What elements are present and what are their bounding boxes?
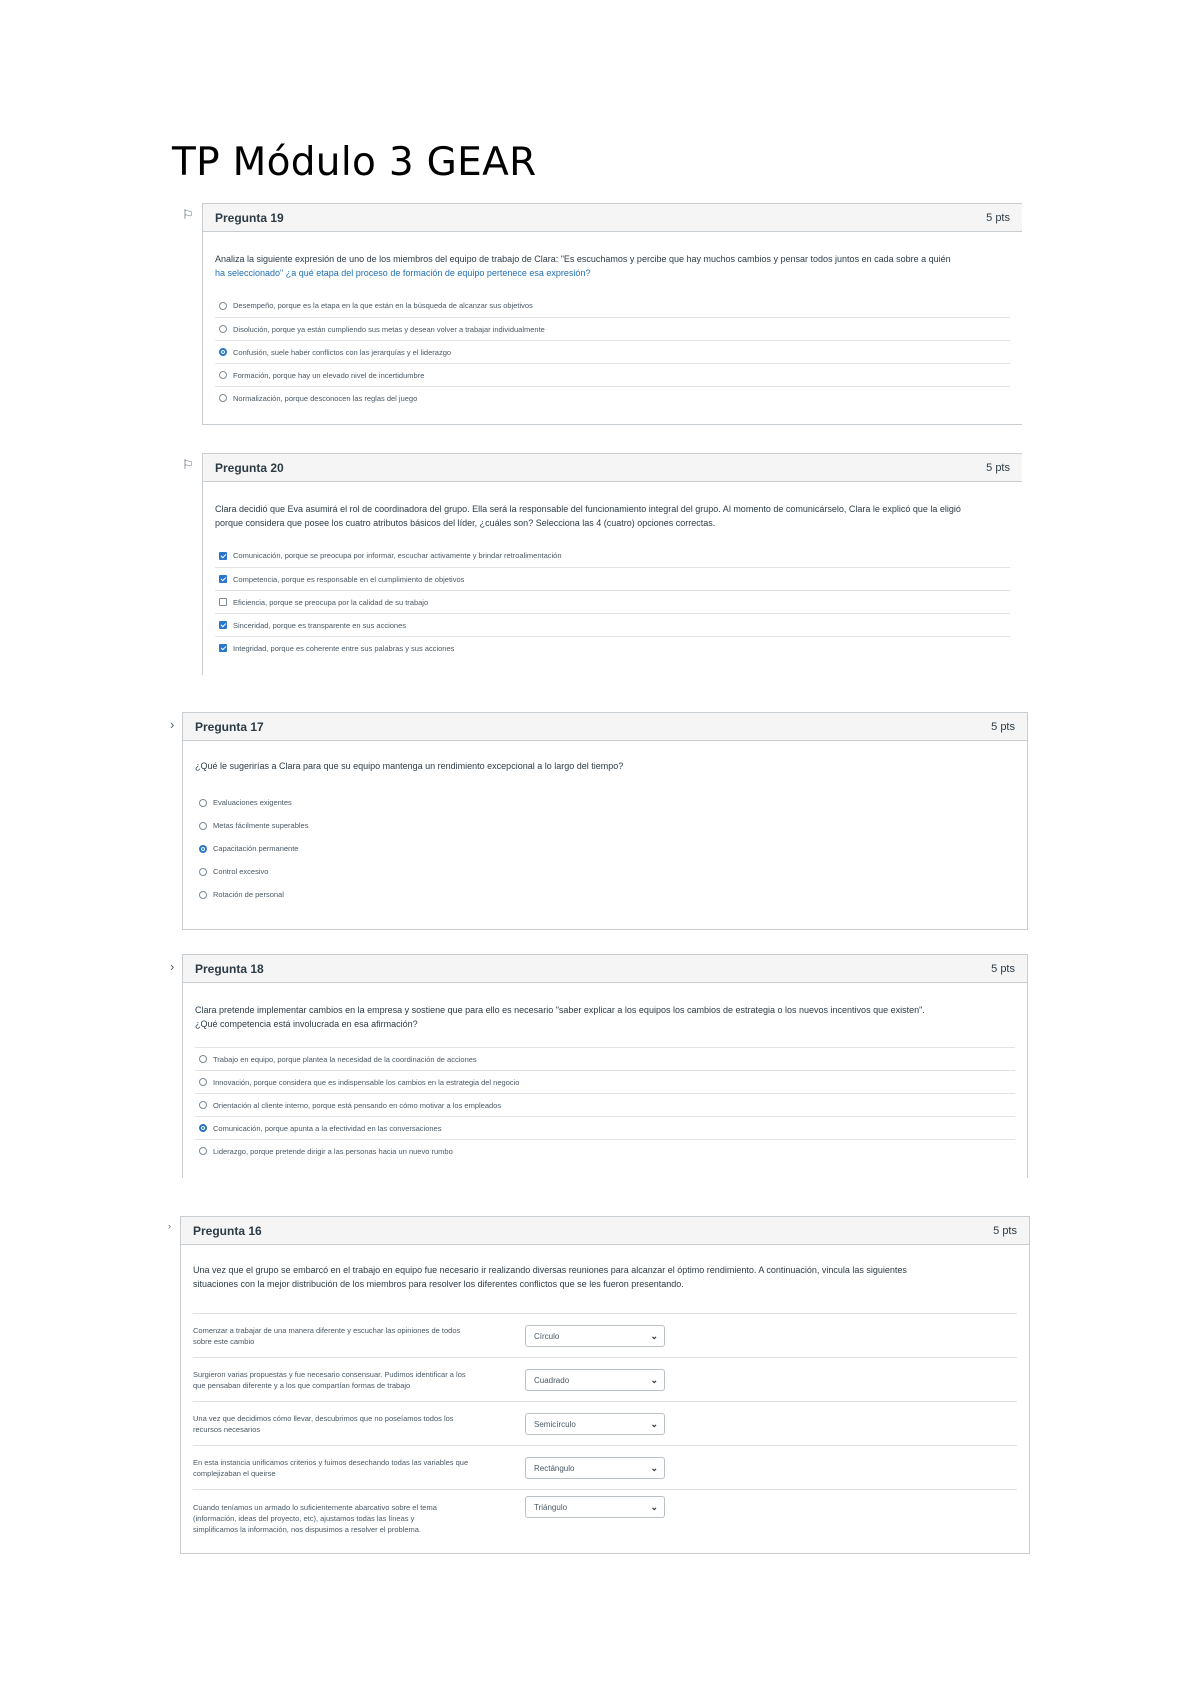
answer-options xyxy=(215,294,1010,409)
chevron-down-icon: ⌄ xyxy=(650,1374,658,1385)
matching-prompt: Una vez que decidimos cómo llevar, descubrimos que no poseíamos todos los recursos necesarios xyxy=(193,1414,454,1434)
radio-button[interactable] xyxy=(219,371,227,379)
question-title: Pregunta 18 xyxy=(195,961,264,976)
question-16 xyxy=(168,1216,1030,1556)
chevron-down-icon: ⌄ xyxy=(650,1330,658,1341)
question-header xyxy=(203,454,1022,482)
question-points: 5 pts xyxy=(993,1224,1017,1237)
matching-prompt: Surgieron varias propuestas y fue necesario consensuar. Pudimos identificar a los que pensaban diferente y a los que compartían formas de trabajo xyxy=(193,1370,466,1390)
chevron-down-icon: ⌄ xyxy=(650,1418,658,1429)
document-title: TP Módulo 3 GEAR xyxy=(172,140,537,185)
matching-prompt: Comenzar a trabajar de una manera diferente y escuchar las opiniones de todos sobre este cambio xyxy=(193,1326,461,1346)
answer-option[interactable]: Orientación al cliente interno, porque está pensando en cómo motivar a los empleados xyxy=(195,1093,1015,1116)
answer-option[interactable]: Desempeño, porque es la etapa en la que están en la búsqueda de alcanzar sus objetivos xyxy=(215,294,1010,317)
question-17-card xyxy=(182,712,1028,930)
chevron-right-icon[interactable]: › xyxy=(170,959,175,974)
matching-select[interactable]: Triángulo ⌄ xyxy=(525,1496,665,1518)
matching-prompt: Cuando teníamos un armado lo suficientemente abarcativo sobre el tema (información, ideas del proyecto, etc), ajustamos todas las líneas y simplificamos la información, nos dispusimos a resolver el problema. xyxy=(193,1502,437,1534)
matching-select[interactable]: Cuadrado ⌄ xyxy=(525,1369,665,1391)
question-header xyxy=(183,713,1027,741)
question-text: Una vez que el grupo se embarcó en el trabajo en equipo fue necesario ir realizando diversas reuniones para alcanzar el óptimo rendimiento. A continuación, vincula las siguientes situaciones con la mejor distribución de los miembros para resolver los diferentes conflictos que se les fueron presentando. xyxy=(193,1265,907,1289)
answer-option[interactable]: Evaluaciones exigentes xyxy=(195,791,1015,814)
question-title: Pregunta 19 xyxy=(215,210,284,225)
question-title: Pregunta 17 xyxy=(195,719,264,734)
answer-options xyxy=(195,1047,1015,1162)
answer-option-selected[interactable]: Confusión, suele haber conflictos con las jerarquías y el liderazgo xyxy=(215,340,1010,363)
answer-option[interactable]: Trabajo en equipo, porque plantea la necesidad de la coordinación de acciones xyxy=(195,1047,1015,1070)
checkbox-checked[interactable] xyxy=(219,575,227,583)
answer-option[interactable]: Liderazgo, porque pretende dirigir a las personas hacia un nuevo rumbo xyxy=(195,1139,1015,1162)
question-points: 5 pts xyxy=(991,720,1015,733)
radio-button[interactable] xyxy=(219,325,227,333)
question-text: ¿Qué le sugerirías a Clara para que su equipo mantenga un rendimiento excepcional a lo largo del tiempo? xyxy=(195,761,624,771)
question-title: Pregunta 16 xyxy=(193,1223,262,1238)
matching-select[interactable]: Círculo ⌄ xyxy=(525,1325,665,1347)
question-header xyxy=(181,1217,1029,1245)
answer-option-selected[interactable]: Comunicación, porque apunta a la efectividad en las conversaciones xyxy=(195,1116,1015,1139)
radio-button[interactable] xyxy=(199,868,207,876)
radio-button[interactable] xyxy=(199,822,207,830)
radio-button-selected[interactable] xyxy=(199,845,207,853)
radio-button[interactable] xyxy=(199,1101,207,1109)
chevron-down-icon: ⌄ xyxy=(650,1462,658,1473)
question-header xyxy=(203,204,1022,232)
radio-button-selected[interactable] xyxy=(199,1124,207,1132)
radio-button-selected[interactable] xyxy=(219,348,227,356)
matching-select[interactable]: Rectángulo ⌄ xyxy=(525,1457,665,1479)
chevron-right-icon[interactable]: › xyxy=(168,1221,171,1231)
answer-option-checked[interactable]: Comunicación, porque se preocupa por informar, escuchar activamente y brindar retroalimentación xyxy=(215,544,1010,567)
answer-option-selected[interactable]: Capacitación permanente xyxy=(195,837,1015,860)
flag-icon[interactable]: ⚐ xyxy=(182,207,194,222)
radio-button[interactable] xyxy=(199,1078,207,1086)
matching-row xyxy=(193,1445,1017,1490)
answer-option[interactable]: Rotación de personal xyxy=(195,883,1015,906)
question-18-card xyxy=(182,954,1028,1178)
radio-button[interactable] xyxy=(199,1055,207,1063)
answer-option-checked[interactable]: Competencia, porque es responsable en el cumplimiento de objetivos xyxy=(215,567,1010,590)
question-points: 5 pts xyxy=(986,461,1010,474)
question-title: Pregunta 20 xyxy=(215,460,284,475)
question-text: Clara decidió que Eva asumirá el rol de coordinadora del grupo. Ella será la responsable del funcionamiento integral del grupo. Al momento de comunicárselo, Clara le explicó que la eligió porque considera que posee los cuatro atributos básicos del líder, ¿cuáles son? Selecciona las 4 (cuatro) opciones correctas. xyxy=(215,504,961,528)
checkbox-checked[interactable] xyxy=(219,644,227,652)
radio-button[interactable] xyxy=(199,891,207,899)
chevron-down-icon: ⌄ xyxy=(650,1501,658,1512)
chevron-right-icon[interactable]: › xyxy=(170,717,175,732)
answer-option[interactable]: Eficiencia, porque se preocupa por la calidad de su trabajo xyxy=(215,590,1010,613)
answer-option[interactable]: Normalización, porque desconocen las reglas del juego xyxy=(215,386,1010,409)
question-points: 5 pts xyxy=(991,962,1015,975)
question-header xyxy=(183,955,1027,983)
matching-row xyxy=(193,1313,1017,1358)
radio-button[interactable] xyxy=(199,1147,207,1155)
matching-select[interactable]: Semicírculo ⌄ xyxy=(525,1413,665,1435)
answer-option-checked[interactable]: Integridad, porque es coherente entre sus palabras y sus acciones xyxy=(215,636,1010,659)
answer-options xyxy=(195,791,1015,906)
question-17 xyxy=(168,712,1028,932)
checkbox-checked[interactable] xyxy=(219,552,227,560)
question-20-card xyxy=(202,453,1022,675)
question-20 xyxy=(180,450,1022,676)
question-18 xyxy=(168,954,1028,1180)
answer-option[interactable]: Formación, porque hay un elevado nivel de incertidumbre xyxy=(215,363,1010,386)
checkbox-checked[interactable] xyxy=(219,621,227,629)
question-points: 5 pts xyxy=(986,211,1010,224)
question-16-card xyxy=(180,1216,1030,1554)
matching-row xyxy=(193,1489,1017,1546)
checkbox[interactable] xyxy=(219,598,227,606)
radio-button[interactable] xyxy=(219,394,227,402)
answer-option[interactable]: Disolución, porque ya están cumpliendo sus metas y desean volver a trabajar individualmente xyxy=(215,317,1010,340)
answer-options xyxy=(215,544,1010,659)
answer-option[interactable]: Innovación, porque considera que es indispensable los cambios en la estrategia del negocio xyxy=(195,1070,1015,1093)
flag-icon[interactable]: ⚐ xyxy=(182,457,194,472)
question-19 xyxy=(180,200,1022,426)
answer-option[interactable]: Control excesivo xyxy=(195,860,1015,883)
answer-option[interactable]: Metas fácilmente superables xyxy=(195,814,1015,837)
matching-row xyxy=(193,1401,1017,1446)
radio-button[interactable] xyxy=(219,302,227,310)
radio-button[interactable] xyxy=(199,799,207,807)
question-text: Analiza la siguiente expresión de uno de los miembros del equipo de trabajo de Clara: "Es escuchamos y percibe que hay muchos cambios y pensar todos juntos en cada sobre a quién ha seleccionado" ¿a qué etapa del proceso de formación de equipo pertenece esa expresión? xyxy=(215,254,951,278)
answer-option-checked[interactable]: Sinceridad, porque es transparente en sus acciones xyxy=(215,613,1010,636)
matching-row xyxy=(193,1357,1017,1402)
question-text: Clara pretende implementar cambios en la empresa y sostiene que para ello es necesario "saber explicar a los equipos los cambios de estrategia o los nuevos incentivos que existen". ¿Qué competencia está involucrada en esa afirmación? xyxy=(195,1005,925,1029)
question-19-card xyxy=(202,203,1022,425)
matching-prompt: En esta instancia unificamos criterios y fuimos desechando todas las variables que complejizaban el queirse xyxy=(193,1458,469,1478)
